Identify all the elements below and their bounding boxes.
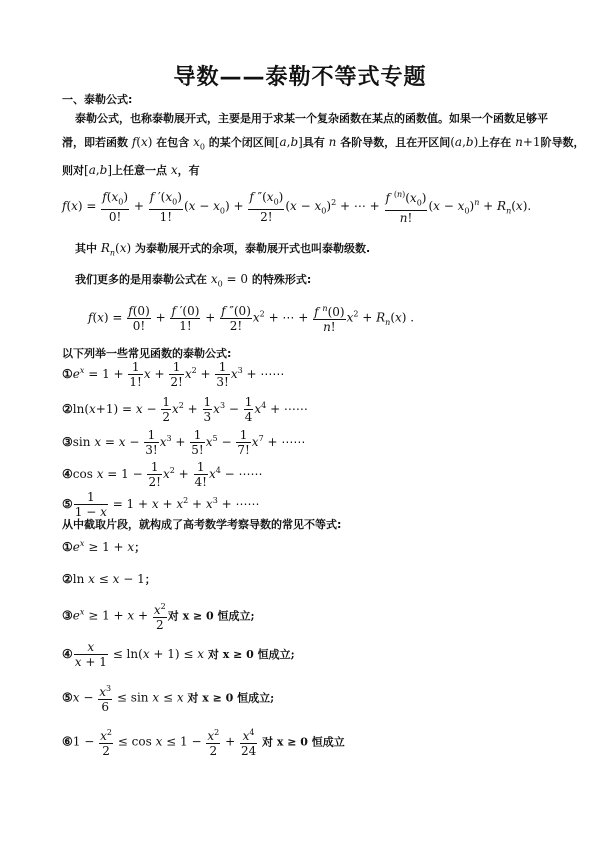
condition: 对 x ≥ 0 恒成立;	[187, 691, 275, 705]
taylor-formula: f(x) = $\frac{f(x_0)}{0!}$ + $\frac{f '(x_0)}{1!}$ $(x - x_0)$ + $\frac{f ''(x_0)}{2!}$ $(x - x_0)^2$ + ⋯ + $\frac{f ^{(n)}(x_0)}{n!}$ $(x - x_0)^n + R_n(x)$.	[62, 189, 532, 226]
condition: 对 x ≥ 0 恒成立;	[167, 609, 255, 623]
special-text: 的特殊形式:	[251, 273, 312, 286]
special-text: 我们更多的是用泰勒公式在	[75, 273, 207, 286]
inequality-5: ⑤x − $\frac{x^3}{6}$ ≤ sin x ≤ x 对 x ≥ 0 恒成立;	[62, 684, 275, 714]
remainder-text: 为泰勒展开式的余项，泰勒展开式也叫泰勒级数.	[135, 242, 371, 255]
intro-text: 各阶导数，且在开区间	[340, 136, 451, 149]
inequality-2: ②ln x ≤ x − 1；	[62, 572, 156, 586]
list-heading: 以下列举一些常见函数的泰勒公式:	[62, 347, 232, 360]
condition: 对 x ≥ 0 恒成立;	[207, 648, 295, 661]
series-sin: ③sin x = x − $\frac{1}{3!}$ $x^3$ + $\frac{1}{5!}$ $x^5$ − $\frac{1}{7!}$ $x^7$ + ⋯⋯	[62, 428, 306, 457]
remainder-text: 其中	[75, 242, 97, 255]
item-marker: ①	[62, 540, 73, 554]
intro-text: 滑，即若函数	[62, 136, 128, 149]
item-marker: ⑥	[62, 734, 73, 749]
series-geometric: ⑤ $\frac{1}{1 - x}$ = $1 + x + x^2 + x^3$ + ⋯⋯	[62, 490, 260, 519]
intro-text: 上存在	[478, 136, 512, 149]
special-form-line: 我们更多的是用泰勒公式在 $x_0 = 0$ 的特殊形式:	[75, 272, 312, 289]
inequality-heading: 从中截取片段，就构成了高考数学考察导数的常见不等式:	[62, 518, 342, 531]
remainder-line: 其中 $R_n(x)$ 为泰勒展开式的余项，泰勒展开式也叫泰勒级数.	[75, 241, 371, 258]
item-marker: ④	[62, 467, 73, 481]
section-heading: 一、泰勒公式:	[62, 93, 133, 106]
intro-line-1: 泰勒公式，也称泰勒展开式，主要是用于求某一个复杂函数在某点的函数值。如果一个函数足够平	[75, 112, 548, 125]
condition: 对 x ≥ 0 恒成立	[262, 735, 345, 749]
item-marker: ④	[62, 647, 73, 661]
inequality-6: ⑥1 − $\frac{x^2}{2}$ ≤ cos x ≤ 1 − $\frac{x^2}{2}$ + $\frac{x^4}{24}$ 对 x ≥ 0 恒成立	[62, 728, 345, 758]
inequality-4: ④ $\frac{x}{x + 1}$ ≤ ln(x + 1) ≤ x 对 x ≥ 0 恒成立;	[62, 640, 295, 669]
item-marker: ③	[62, 608, 73, 623]
intro-text: ，有	[177, 164, 200, 177]
page-title: 导数——泰勒不等式专题	[173, 65, 427, 90]
intro-line-3: 则对[a,b]上任意一点 x，有	[62, 163, 200, 177]
intro-line-2: 滑，即若函数 f(x) 在包含 $x_0$ 的某个闭区间[a,b]具有 n 各阶导数，且在开区间(a,b)上存在 n+1阶导数，	[62, 135, 585, 152]
inequality-3: $③e^x \ge 1 + x$ + $\frac{x^2}{2}$ 对 x ≥ 0 恒成立;	[62, 602, 255, 632]
inequality-1: $①e^x \ge 1 + x$；	[62, 539, 146, 554]
series-cos: ④cos x = 1 − $\frac{1}{2!}$ $x^2$ + $\frac{1}{4!}$ $x^4$ − ⋯⋯	[62, 460, 263, 489]
punct: ；	[134, 541, 146, 554]
intro-text: 的某个闭区间	[208, 136, 275, 149]
intro-text: 则对	[62, 164, 84, 177]
item-marker: ②	[62, 572, 73, 586]
item-marker: ③	[62, 435, 73, 449]
maclaurin-formula: f(x) = $\frac{f(0)}{0!}$ + $\frac{f '(0)}{1!}$ + $\frac{f ''(0)}{2!}$ $x^2$ + ⋯ + $\frac{f ^n(0)}{n!}$ $x^2 + R_n(x)$ .	[88, 303, 415, 334]
item-marker: ⑤	[62, 497, 73, 511]
item-marker: ⑤	[62, 690, 73, 705]
series-ln: ②ln(x+1) = x − $\frac{1}{2}$ $x^2$ + $\frac{1}{3}$ $x^3$ − $\frac{1}{4}$ $x^4$ + ⋯⋯	[62, 395, 308, 424]
intro-text: 上任意一点	[112, 164, 168, 177]
item-marker: ①	[62, 367, 73, 381]
intro-text: 具有	[302, 136, 325, 149]
series-exp: $①e^x = 1$ + $\frac{1}{1!}$ x + $\frac{1}{2!}$ $x^2$ + $\frac{1}{3!}$ $x^3$ + ⋯⋯	[62, 360, 285, 389]
item-marker: ②	[62, 402, 73, 416]
intro-text: 在包含	[156, 136, 190, 149]
intro-text: 阶导数，	[540, 136, 585, 149]
punct: ；	[144, 573, 156, 586]
